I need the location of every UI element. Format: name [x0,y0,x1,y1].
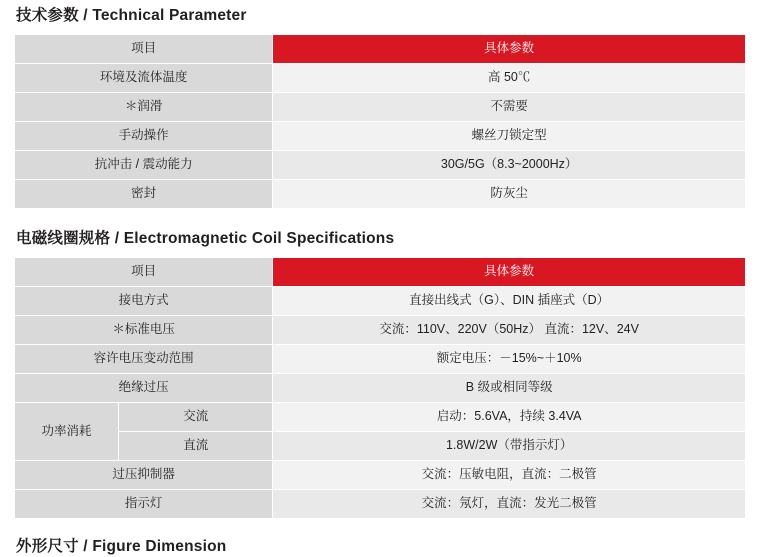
table-row [15,64,746,93]
row-value: 1.8W/2W（带指示灯） [273,432,746,461]
table-row [15,122,746,151]
table-row [15,345,746,374]
table-row [15,432,746,461]
row-value: 螺丝刀锁定型 [273,122,746,151]
row-sublabel: 交流 [119,403,273,432]
table-row [15,151,746,180]
table-row [15,93,746,122]
row-label: 容许电压变动范围 [15,345,273,374]
table-row [15,461,746,490]
row-value: 30G/5G（8.3~2000Hz） [273,151,746,180]
row-value: B 级或相同等级 [273,374,746,403]
header-cell-value: 具体参数 [273,258,746,287]
row-value: 不需要 [273,93,746,122]
header-cell-item: 项目 [15,258,273,287]
row-value: 高 50℃ [273,64,746,93]
table-row [15,316,746,345]
header-cell-value: 具体参数 [273,35,746,64]
table-header-row [15,35,746,64]
row-label: 绝缘过压 [15,374,273,403]
table-row [15,490,746,519]
row-label: ＊标准电压 [15,316,273,345]
table-row-group-power [15,403,746,432]
coil-specifications-table [14,257,746,519]
row-label: 手动操作 [15,122,273,151]
table-row [15,180,746,209]
row-value: 启动：5.6VA，持续 3.4VA [273,403,746,432]
row-label: 接电方式 [15,287,273,316]
row-value: 直接出线式（G）、DIN 插座式（D） [273,287,746,316]
row-label: 环境及流体温度 [15,64,273,93]
row-label: 指示灯 [15,490,273,519]
section-title-technical-parameter: 技术参数 / Technical Parameter [16,7,247,24]
row-label-group: 功率消耗 [15,403,119,461]
row-label: 抗冲击 / 震动能力 [15,151,273,180]
row-sublabel: 直流 [119,432,273,461]
row-label: 密封 [15,180,273,209]
table-row [15,374,746,403]
section-title-coil-specifications: 电磁线圈规格 / Electromagnetic Coil Specifications [16,230,395,248]
header-cell-item: 项目 [15,35,273,64]
row-label: ＊润滑 [15,93,273,122]
section-title-figure-dimension: 外形尺寸 / Figure Dimension [16,538,227,556]
row-value: 交流：氖灯，直流：发光二极管 [273,490,746,519]
row-value: 交流：110V、220V（50Hz） 直流：12V、24V [273,316,746,345]
technical-parameter-table [14,34,746,209]
row-value: 防灰尘 [273,180,746,209]
row-value: 交流：压敏电阻，直流：二极管 [273,461,746,490]
row-value: 额定电压：－15%~＋10% [273,345,746,374]
row-label: 过压抑制器 [15,461,273,490]
table-header-row [15,258,746,287]
table-row [15,287,746,316]
